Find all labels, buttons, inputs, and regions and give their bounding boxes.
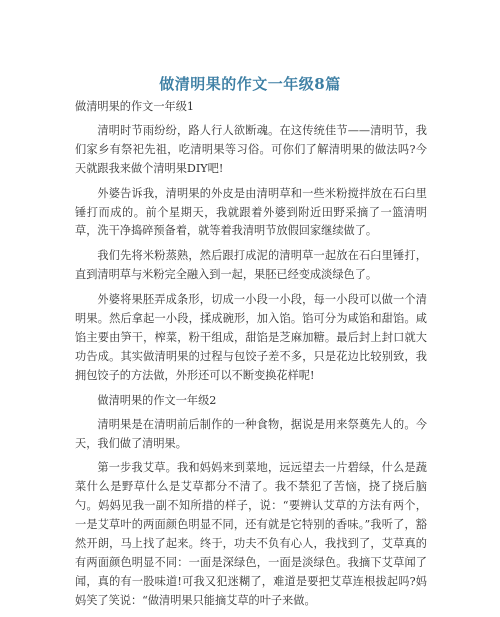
paragraph: 外婆告诉我，清明果的外皮是由清明草和一些米粉搅拌放在石臼里锤打而成的。前个星期天，我就跟着外婆到附近田野采摘了一篮清明草，洗干净捣碎预备着，就等着我清明节放假回家继续做了。 xyxy=(75,186,427,238)
paragraph: 第一步我艾草。我和妈妈来到菜地，远远望去一片碧绿，什么是蔬菜什么是野草什么是艾草都分不清了。我不禁犯了苦恼，挠了挠后脑勺。妈妈见我一副不知所措的样子，说：“要辨认艾草的方法有两个，一是艾草叶的两面颜色明显不同，还有就是它特别的香味。”我听了，豁然开朗，马上找了起来。终于，功夫不负有心人，我找到了，艾草真的有两面颜色明显不同：一面是深绿色，一面是淡绿色。我摘下艾草闻了闻，真的有一股味道!可我又犯迷糊了，难道是要把艾草连根拔起吗?妈妈笑了笑说：“做清明果只能摘艾草的叶子来做。 xyxy=(75,461,427,607)
section-heading: 做清明果的作文一年级1 xyxy=(75,100,194,113)
paragraph: 外婆将果胚弄成条形，切成一小段一小段，每一小段可以做一个清明果。然后拿起一小段，揉成碗形，加入馅。馅可分为咸馅和甜馅。咸馅主要由笋干，榨菜，粉干组成，甜馅是芝麻加糖。最后封上封口就大功告成。其实做清明果的过程与包饺子差不多，只是花边比较别致，我拥包饺子的方法做，外形还可以不断变换花样呢! xyxy=(75,293,427,382)
section-heading: 做清明果的作文一年级2 xyxy=(97,393,217,407)
paragraph: 我们先将米粉蒸熟，然后跟打成泥的清明草一起放在石臼里锤打，直到清明草与米粉完全融入到一起，果胚已经变成淡绿色了。 xyxy=(75,249,427,282)
article-body xyxy=(75,98,427,617)
paragraph: 清明时节雨纷纷，路人行人欲断魂。在这传统佳节——清明节，我们家乡有祭祀先祖，吃清明果等习俗。可你们了解清明果的做法吗?今天就跟我来做个清明果DIY吧! xyxy=(75,123,427,175)
page-title: 做清明果的作文一年级8篇 xyxy=(159,75,341,93)
paragraph: 清明果是在清明前后制作的一种食物，据说是用来祭奠先人的。今天，我们做了清明果。 xyxy=(75,417,427,450)
